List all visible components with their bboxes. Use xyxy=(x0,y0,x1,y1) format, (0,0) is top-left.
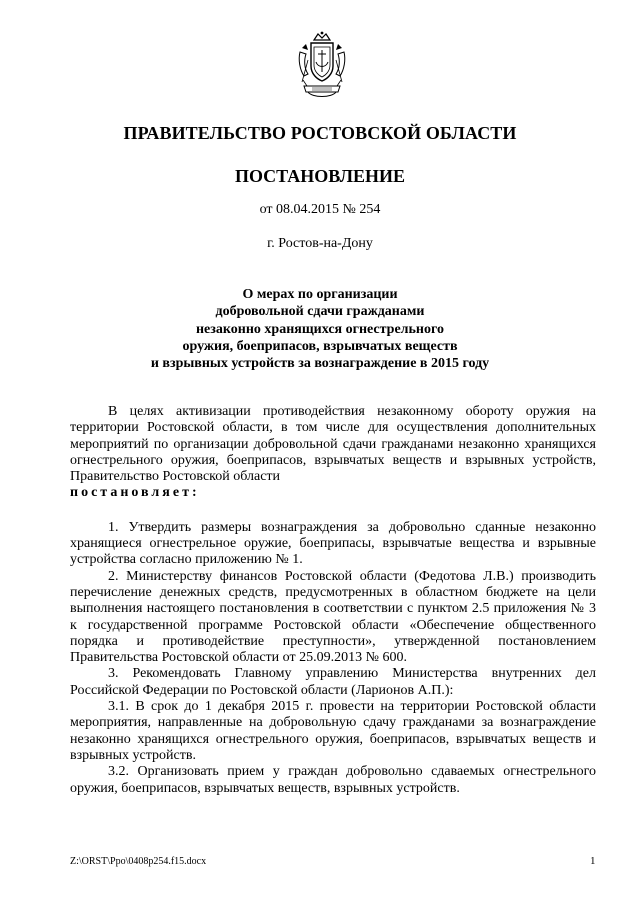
title-line: добровольной сдачи гражданами xyxy=(215,304,425,320)
item-paragraph: 3.1. В срок до 1 декабря 2015 г. провести на территории Ростовской области мероприятия, направленные на добровольную сдачу гражданами за вознаграждение незаконно хранящихся огнестрельного оружия, боеприпасов, взрывчатых веществ и взрывных устройств. xyxy=(70,699,596,763)
coat-of-arms-icon xyxy=(294,30,350,102)
item-paragraph: 2. Министерству финансов Ростовской области (Федотова Л.В.) производить перечисление денежных средств, предусмотренных в областном бюджете на цели выполнения настоящего постановления в соответствии с пунктом 2.5 приложения № 3 к государственной программе Ростовской области «Обеспечение общественного порядка и противодействие преступности», утвержденной постановлением Правительства Ростовской области от 25.09.2013 № 600. xyxy=(70,568,596,666)
title-line: и взрывных устройств за вознаграждение в 2015 году xyxy=(150,356,490,372)
document-title xyxy=(100,286,540,372)
item-paragraph: 3. Рекомендовать Главному управлению Министерства внутренних дел Российской Федерации по Ростовской области (Ларионов А.П.): xyxy=(70,666,596,698)
document-city: г. Ростов-на-Дону xyxy=(267,236,373,251)
decree-word: постановляет: xyxy=(70,485,200,501)
title-line: оружия, боеприпасов, взрывчатых веществ xyxy=(182,338,458,354)
page-number: 1 xyxy=(590,855,596,867)
document-date-number: от 08.04.2015 № 254 xyxy=(259,202,381,217)
title-line: О мерах по организации xyxy=(242,287,398,302)
footer-file-path: Z:\ORST\Ppo\0408p254.f15.docx xyxy=(70,856,207,867)
document-body xyxy=(70,404,596,797)
document-type: ПОСТАНОВЛЕНИЕ xyxy=(234,166,406,186)
item-paragraph: 1. Утвердить размеры вознаграждения за добровольно сданные незаконно хранящиеся огнестрельное оружие, боеприпасы, взрывчатые вещества и взрывные устройства согласно приложению № 1. xyxy=(70,519,596,568)
title-line: незаконно хранящихся огнестрельного xyxy=(195,321,445,337)
item-paragraph: 3.2. Организовать прием у граждан добровольно сдаваемых огнестрельного оружия, боеприпасов, взрывчатых веществ, взрывных устройств. xyxy=(70,764,596,796)
organization-title: ПРАВИТЕЛЬСТВО РОСТОВСКОЙ ОБЛАСТИ xyxy=(123,123,517,143)
preamble-paragraph: В целях активизации противодействия незаконному обороту оружия на территории Ростовской области, в том числе для осуществления дополнительных мероприятий по организации добровольной сдачи гражданами незаконно хранящихся огнестрельного оружия, боеприпасов, взрывчатых веществ и взрывных устройств, Правительство Ростовской области xyxy=(70,404,596,485)
